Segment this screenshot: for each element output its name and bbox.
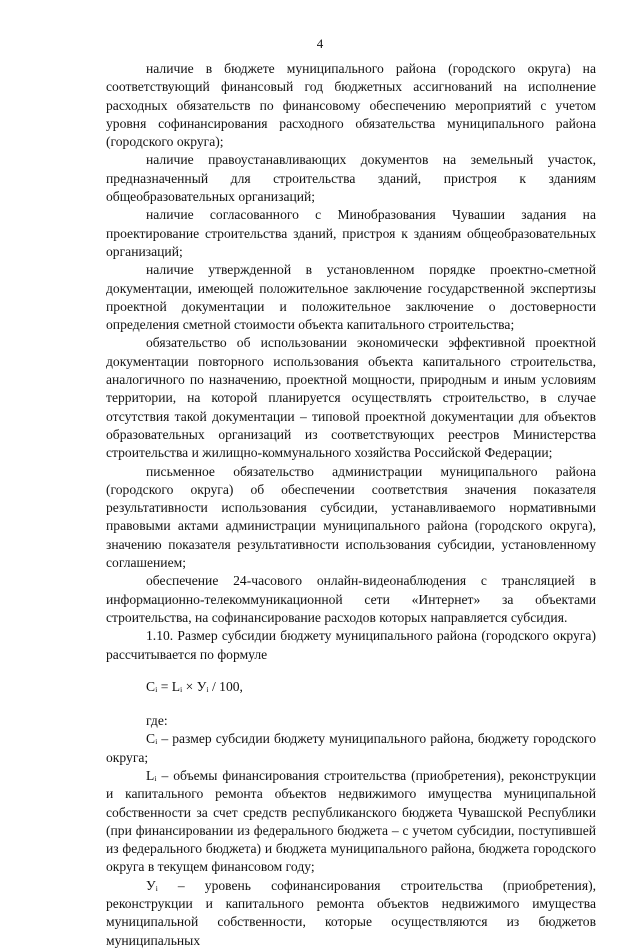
paragraph-subsidy-size: 1.10. Размер субсидии бюджету муниципального района (городского округа) рассчитывается по формуле — [106, 628, 596, 662]
paragraph-budget-allocations: наличие в бюджете муниципального района (городского округа) на соответствующий финансовый год бюджетных ассигнований на исполнение расходных обязательств по финансовому обеспечению мероприятий с учетом уровня софинансирования расходного обязательства муниципального района (городского округа); — [106, 61, 596, 150]
page-number: 4 — [316, 36, 324, 51]
definition-ci: Cᵢ – размер субсидии бюджету муниципального района, бюджету городского округа; — [106, 731, 596, 765]
paragraph-video-surveillance: обеспечение 24-часового онлайн-видеонаблюдения с трансляцией в информационно-телекоммуникационной сети «Интернет» за объектами строительства, на софинансирование расходов которых направляется субсидия. — [106, 573, 596, 625]
paragraph-land-documents: наличие правоустанавливающих документов на земельный участок, предназначенный для строительства зданий, пристроя к зданиям общеобразовательных организаций; — [106, 152, 596, 205]
definition-yi: Уᵢ – уровень софинансирования строительства (приобретения), реконструкции и капитального ремонта объектов недвижимого имущества муниципальной собственности, которые осуществляются из бюджетов муниципальных — [106, 877, 596, 948]
paragraph-reuse-design: обязательство об использовании экономически эффективной проектной документации повторного использования объекта капитального строительства, аналогичного по назначению, проектной мощности, природным и иным условиям территории, на которой планируется осуществлять строительство, в случае отсутствия такой документации – типовой проектной документации для объектов образовательных организаций из соответствующих реестров Министерства строительства и жилищно-коммунального хозяйства Российской Федерации; — [106, 335, 596, 461]
paragraph-performance-obligation: письменное обязательство администрации муниципального района (городского округа) об обеспечении соответствия значения показателя результативности использования субсидии, устанавливаемого нормативными правовыми актами администрации муниципального района (городского округа), значению показателя результативности использования субсидии, установленному соглашением; — [106, 463, 596, 571]
definitions-intro: где: — [146, 713, 168, 729]
paragraph-design-assignment: наличие согласованного с Минобразования Чувашии задания на проектирование строительства зданий, пристроя к зданиям общеобразовательных организаций; — [106, 207, 596, 259]
subsidy-formula: Cᵢ = Lᵢ × Уᵢ / 100, — [146, 678, 243, 694]
definition-li: Lᵢ – объемы финансирования строительства (приобретения), реконструкции и капитального ремонта объектов недвижимого имущества муниципальной собственности за счет средств республиканского бюджета Чувашской Республики (при финансировании из федерального бюджета – с учетом субсидии, поступившей из федерального бюджета) и бюджета муниципального района, бюджета городского округа в текущем финансовом году; — [106, 767, 596, 875]
document-body — [106, 60, 596, 950]
paragraph-design-estimate: наличие утвержденной в установленном порядке проектно-сметной документации, имеющей положительное заключение государственной экспертизы проектной документации и положительное заключение о достоверности определения сметной стоимости объекта капитального строительства; — [106, 262, 596, 333]
